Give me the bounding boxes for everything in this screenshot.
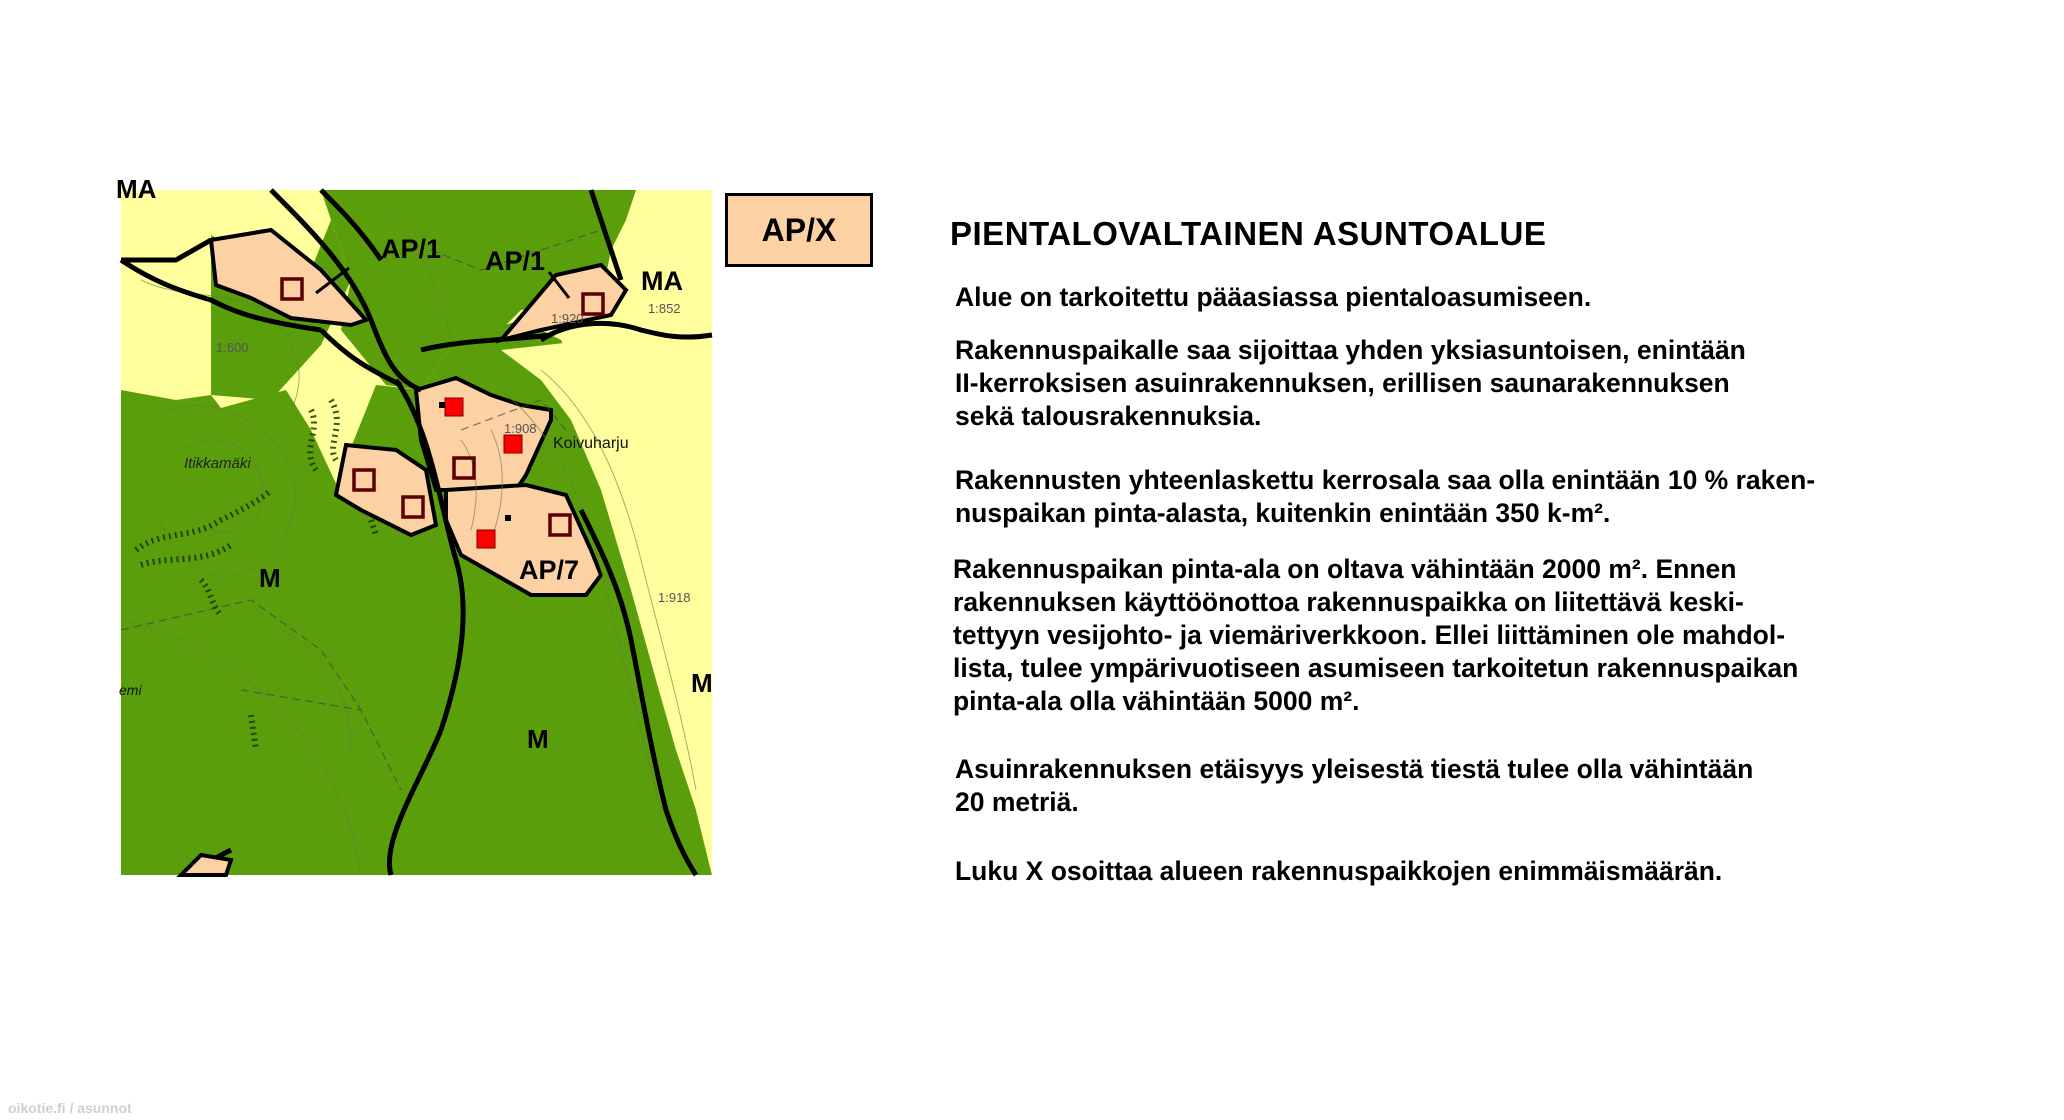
building-red-2 bbox=[504, 435, 522, 453]
legend-line: Alue on tarkoitettu pääasiassa pientaloasumiseen. bbox=[955, 282, 1592, 312]
label-m-center: M bbox=[527, 724, 549, 754]
parcel-number-1: 1:600 bbox=[216, 340, 249, 355]
legend-line: Rakennusten yhteenlaskettu kerrosala saa olla enintään 10 % raken- bbox=[955, 465, 1816, 495]
parcel-number-5: 1:918 bbox=[658, 590, 691, 605]
legend-title: PIENTALOVALTAINEN ASUNTOALUE bbox=[950, 215, 1547, 252]
legend-paragraph-6 bbox=[955, 855, 1722, 888]
label-ma-top: MA bbox=[116, 174, 157, 204]
place-emi: emi bbox=[119, 682, 142, 698]
legend-line: lista, tulee ympärivuotiseen asumiseen tarkoitetun rakennuspaikan bbox=[953, 653, 1799, 683]
label-m-left: M bbox=[259, 563, 281, 593]
legend-line: 20 metriä. bbox=[955, 787, 1079, 817]
label-ap1-right: AP/1 bbox=[485, 246, 546, 276]
legend-paragraph-3 bbox=[955, 464, 1815, 530]
legend-paragraph-5 bbox=[955, 753, 1753, 819]
legend-line: tettyyn vesijohto- ja viemäriverkkoon. Ellei liittäminen ole mahdol- bbox=[953, 620, 1786, 650]
label-ma: MA bbox=[641, 266, 683, 296]
place-itikkamaki: Itikkamäki bbox=[184, 455, 251, 472]
legend-line: pinta-ala olla vähintään 5000 m². bbox=[953, 686, 1360, 716]
legend-line: Asuinrakennuksen etäisyys yleisestä tiestä tulee olla vähintään bbox=[955, 754, 1754, 784]
small-building-2 bbox=[505, 515, 511, 521]
place-koivuharju: Koivuharju bbox=[553, 435, 629, 452]
legend-line: nuspaikan pinta-alasta, kuitenkin enintään 350 k-m². bbox=[955, 498, 1611, 528]
building-red-3 bbox=[477, 530, 495, 548]
small-building-1 bbox=[439, 402, 445, 408]
legend-line: Luku X osoittaa alueen rakennuspaikkojen enimmäismäärän. bbox=[955, 856, 1723, 886]
label-m-right: M bbox=[691, 668, 713, 698]
legend-line: rakennuksen käyttöönottoa rakennuspaikka on liitettävä keski- bbox=[953, 587, 1744, 617]
legend-line: II-kerroksisen asuinrakennuksen, erillisen saunarakennuksen bbox=[955, 368, 1730, 398]
legend-paragraph-2 bbox=[955, 334, 1746, 433]
label-ap1-left: AP/1 bbox=[381, 234, 442, 264]
legend-paragraph-1 bbox=[955, 281, 1591, 314]
parcel-number-3: 1:852 bbox=[648, 301, 681, 316]
legend-paragraph-4 bbox=[953, 553, 1798, 718]
legend-line: sekä talousrakennuksia. bbox=[955, 401, 1262, 431]
legend-line: Rakennuspaikalle saa sijoittaa yhden yksiasuntoisen, enintään bbox=[955, 335, 1746, 365]
parcel-number-2: 1:920 bbox=[551, 311, 584, 326]
legend-line: Rakennuspaikan pinta-ala on oltava vähintään 2000 m². Ennen bbox=[953, 554, 1737, 584]
zoning-map bbox=[116, 174, 713, 875]
label-ap7: AP/7 bbox=[519, 555, 580, 585]
parcel-number-4: 1:908 bbox=[504, 421, 537, 436]
watermark: oikotie.fi / asunnot bbox=[8, 1100, 132, 1116]
building-red-1 bbox=[445, 398, 463, 416]
zoning-map-svg bbox=[116, 174, 713, 875]
legend-symbol: AP/X bbox=[725, 193, 873, 267]
field-pocket-left bbox=[121, 260, 211, 400]
